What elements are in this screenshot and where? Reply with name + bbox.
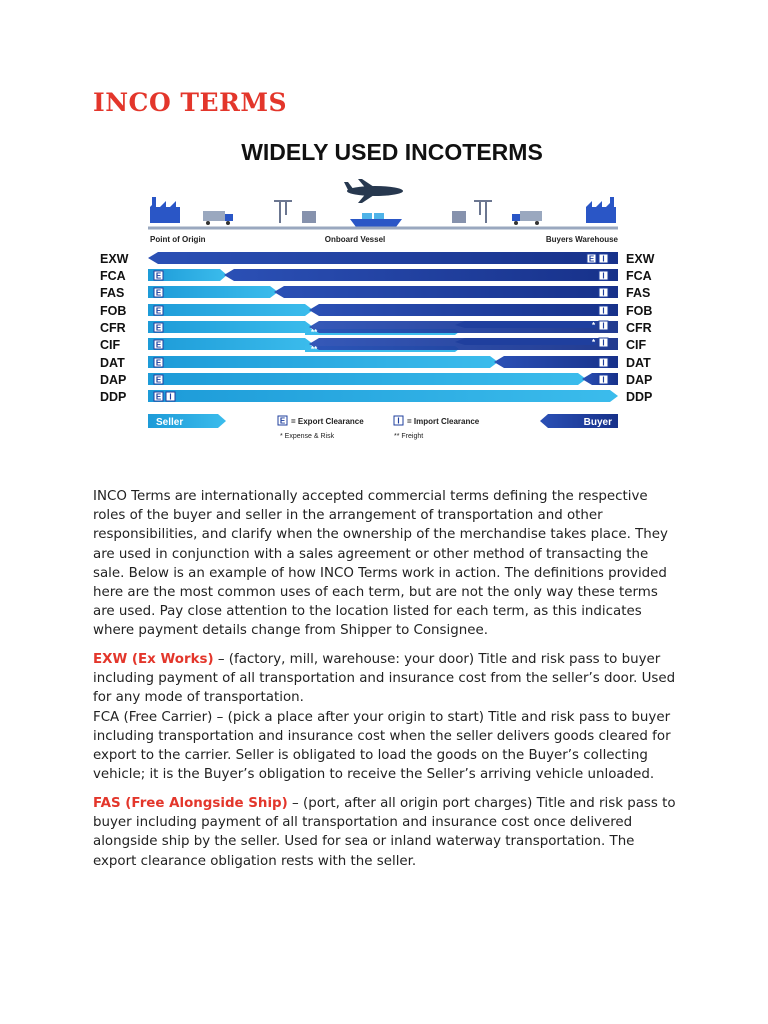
fas-export-mark: E (155, 288, 162, 298)
cif-import-mark: I (602, 338, 605, 348)
dap-import-mark: I (602, 375, 605, 385)
port-terminal-right (452, 211, 466, 223)
term-label-dap-left: DAP (100, 373, 127, 387)
legend-import-mark: I (397, 416, 400, 426)
cfr-seller-arrow (148, 321, 313, 333)
airplane-icon (344, 179, 403, 203)
fob-export-mark: E (155, 306, 162, 316)
cfr-risk-star: * (592, 321, 596, 330)
cif-export-mark: E (155, 340, 162, 350)
term-label-fca-left: FCA (100, 269, 126, 283)
stage-label-warehouse: Buyers Warehouse (545, 235, 618, 244)
exw-buyer-arrow (148, 252, 618, 264)
term-label-fob-left: FOB (100, 304, 127, 318)
cfr-buyer-return (455, 321, 596, 328)
cfr-import-mark: I (602, 321, 605, 331)
intro-paragraph: INCO Terms are internationally accepted commercial terms defining the respective roles of the buyer and seller in the arrangement of transportation and other responsibilities, and clarify when the ownership of the merchandise takes place. They are used in conjunction with a sales agreement or other method of transacting the sale. Below is an example of how INCO Terms work in action. The definitions provided here are the most common uses of each term, but are not the only way these terms are used. Pay close attention to the location listed for each term, as this indicates where payment details change from Shipper to Consignee. (93, 489, 668, 639)
stage-label-vessel: Onboard Vessel (324, 235, 386, 244)
exw-import-mark: I (602, 254, 605, 264)
crane-icon-right (474, 201, 492, 223)
term-label-fca-right: FCA (626, 269, 652, 283)
buyer-legend-label: Buyer (583, 417, 612, 428)
legend-expense-risk: * Expense & Risk (280, 433, 335, 440)
term-label-cfr-right: CFR (626, 321, 652, 335)
cif-freight-stars: ** (311, 345, 318, 354)
ddp-export-mark: E (155, 392, 162, 402)
dap-export-mark: E (155, 375, 162, 385)
vessel-icon (350, 213, 402, 227)
fca-definition: FCA (Free Carrier) – (pick a place after your origin to start) Title and risk pass to buyer including transportation and insurance cost when the seller delivers goods cleared for export to the carrier. Seller is obligated to load the goods on the Buyer’s collecting vehicle; it is the Buyer’s obligation to receive the Seller’s arriving vehicle unloaded. (93, 709, 671, 783)
dat-export-mark: E (155, 358, 162, 368)
factory-icon-right (586, 197, 616, 223)
fas-import-mark: I (602, 288, 605, 298)
term-label-cif-left: CIF (100, 338, 121, 352)
term-label-dat-left: DAT (100, 356, 125, 370)
fob-import-mark: I (602, 306, 605, 316)
legend-freight: ** Freight (394, 433, 424, 440)
fob-buyer-arrow (309, 304, 618, 316)
term-label-ddp-left: DDP (100, 390, 127, 404)
exw-term: EXW (Ex Works) (93, 652, 214, 667)
truck-icon-right (512, 211, 542, 225)
fob-seller-arrow (148, 304, 313, 316)
term-label-cif-right: CIF (626, 338, 647, 352)
term-label-ddp-right: DDP (626, 390, 653, 404)
diagram-title: WIDELY USED INCOTERMS (241, 139, 543, 165)
fas-seller-arrow (148, 286, 278, 298)
term-label-dap-right: DAP (626, 373, 653, 387)
factory-icon-left (150, 197, 180, 223)
cif-buyer-return (455, 338, 596, 345)
cfr-export-mark: E (155, 323, 162, 333)
fca-buyer-arrow (224, 269, 618, 281)
term-label-cfr-left: CFR (100, 321, 126, 335)
fca-export-mark: E (155, 271, 162, 281)
ddp-seller-arrow (148, 390, 618, 402)
fas-paragraph (93, 794, 676, 871)
term-label-fas-right: FAS (626, 286, 651, 300)
dap-seller-arrow (148, 373, 586, 385)
legend-export-mark: E (279, 416, 286, 426)
exw-fca-paragraph (93, 650, 676, 784)
fas-term: FAS (Free Alongside Ship) (93, 796, 288, 811)
term-label-exw-left: EXW (100, 252, 129, 266)
term-label-fas-left: FAS (100, 286, 125, 300)
fas-buyer-arrow (274, 286, 618, 298)
dat-import-mark: I (602, 358, 605, 368)
stage-label-origin: Point of Origin (150, 235, 206, 244)
truck-icon-left (203, 211, 233, 225)
legend-export-clearance: = Export Clearance (291, 417, 364, 426)
port-terminal-left (302, 211, 316, 223)
incoterms-diagram (100, 135, 668, 450)
fca-import-mark: I (602, 271, 605, 281)
cif-risk-star: * (592, 338, 596, 347)
term-label-exw-right: EXW (626, 252, 655, 266)
term-label-dat-right: DAT (626, 356, 651, 370)
exw-definition: – (factory, mill, warehouse: your door) Title and risk pass to buyer including payment of all transportation and insurance cost from the seller’s door. Used for any mode of transportation. (93, 652, 676, 706)
page-title: INCO TERMS (93, 88, 288, 117)
ddp-import-mark: I (169, 392, 172, 402)
term-label-fob-right: FOB (626, 304, 653, 318)
crane-icon-left (274, 201, 292, 223)
exw-export-mark: E (588, 254, 595, 264)
cif-seller-arrow (148, 338, 313, 350)
legend-import-clearance: = Import Clearance (407, 417, 480, 426)
fas-definition: – (port, after all origin port charges) Title and risk pass to buyer including payment of all transportation and insurance cost once delivered alongside ship by the seller. Used for sea or inland waterway transportation. The export clearance obligation rests with the seller. (93, 796, 676, 869)
seller-legend-label: Seller (156, 417, 184, 428)
cfr-freight-stars: ** (311, 328, 318, 337)
dat-seller-arrow (148, 356, 498, 368)
